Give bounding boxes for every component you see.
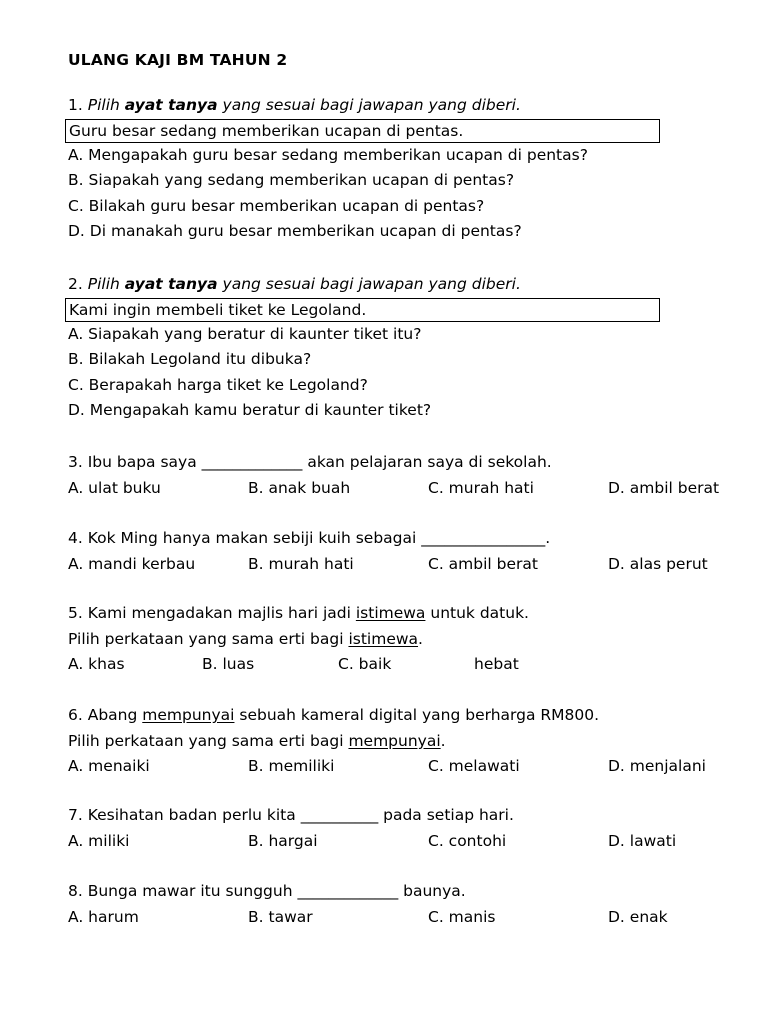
option-c: C. contohi bbox=[428, 831, 507, 850]
question-3 bbox=[68, 450, 748, 501]
option-c: C. murah hati bbox=[428, 478, 534, 497]
option-c: C. manis bbox=[428, 907, 496, 926]
keyword-ayat-tanya: ayat tanya bbox=[124, 275, 218, 293]
question-4 bbox=[68, 526, 748, 577]
options-row bbox=[68, 652, 748, 678]
option-b: B. luas bbox=[202, 655, 255, 673]
option-a: A. harum bbox=[68, 907, 139, 926]
option-a: A. mandi kerbau bbox=[68, 554, 196, 573]
answer-box: Guru besar sedang memberikan ucapan di pentas. bbox=[65, 119, 660, 143]
option-d: hebat bbox=[474, 655, 519, 673]
option-d: D. Mengapakah kamu beratur di kaunter tiket? bbox=[68, 401, 432, 419]
question-2-prompt: 2. Pilih ayat tanya yang sesuai bagi jawapan yang diberi. bbox=[68, 275, 521, 293]
question-1-prompt: 1. Pilih ayat tanya yang sesuai bagi jawapan yang diberi. bbox=[68, 96, 521, 114]
question-7-prompt: 7. Kesihatan badan perlu kita __________ pada setiap hari. bbox=[68, 806, 514, 824]
options-row bbox=[68, 476, 748, 502]
question-4-prompt: 4. Kok Ming hanya makan sebiji kuih sebagai ________________. bbox=[68, 529, 551, 547]
option-c: C. baik bbox=[338, 655, 392, 673]
question-6 bbox=[68, 703, 748, 780]
option-b: B. murah hati bbox=[248, 554, 354, 573]
option-d: D. enak bbox=[608, 907, 668, 926]
option-b: B. Bilakah Legoland itu dibuka? bbox=[68, 350, 312, 368]
question-7 bbox=[68, 803, 748, 854]
option-a: A. Siapakah yang beratur di kaunter tiket itu? bbox=[68, 324, 422, 343]
underlined-word: mempunyai bbox=[142, 706, 235, 724]
option-a: A. Mengapakah guru besar sedang memberikan ucapan di pentas? bbox=[68, 145, 588, 164]
question-3-prompt: 3. Ibu bapa saya _____________ akan pelajaran saya di sekolah. bbox=[68, 453, 552, 471]
answer-box: Kami ingin membeli tiket ke Legoland. bbox=[65, 298, 660, 322]
option-b: B. tawar bbox=[248, 907, 313, 926]
option-c: C. ambil berat bbox=[428, 554, 538, 573]
question-8 bbox=[68, 879, 748, 930]
option-b: B. Siapakah yang sedang memberikan ucapan di pentas? bbox=[68, 171, 515, 189]
keyword-ayat-tanya: ayat tanya bbox=[124, 96, 218, 114]
question-2 bbox=[68, 272, 748, 424]
options-row bbox=[68, 905, 748, 931]
underlined-word: mempunyai bbox=[348, 731, 441, 750]
option-d: D. alas perut bbox=[608, 554, 708, 573]
question-5-prompt: 5. Kami mengadakan majlis hari jadi istimewa untuk datuk. bbox=[68, 604, 529, 622]
options-row bbox=[68, 552, 748, 578]
option-b: B. anak buah bbox=[248, 478, 351, 497]
question-5-instruction: Pilih perkataan yang sama erti bagi istimewa. bbox=[68, 629, 423, 648]
question-6-instruction: Pilih perkataan yang sama erti bagi mempunyai. bbox=[68, 731, 446, 750]
options-row bbox=[68, 754, 748, 780]
question-8-prompt: 8. Bunga mawar itu sungguh _____________ baunya. bbox=[68, 882, 466, 900]
option-d: D. menjalani bbox=[608, 757, 706, 775]
question-1 bbox=[68, 93, 748, 245]
option-b: B. hargai bbox=[248, 831, 318, 850]
option-a: A. menaiki bbox=[68, 757, 150, 775]
option-a: A. khas bbox=[68, 655, 125, 673]
option-a: A. ulat buku bbox=[68, 478, 161, 497]
question-5 bbox=[68, 601, 748, 678]
underlined-word: istimewa bbox=[355, 604, 426, 622]
page-title: ULANG KAJI BM TAHUN 2 bbox=[68, 51, 288, 69]
option-c: C. Bilakah guru besar memberikan ucapan di pentas? bbox=[68, 196, 485, 215]
option-d: D. Di manakah guru besar memberikan ucapan di pentas? bbox=[68, 222, 522, 240]
option-d: D. lawati bbox=[608, 831, 677, 850]
option-c: C. Berapakah harga tiket ke Legoland? bbox=[68, 375, 368, 394]
underlined-word: istimewa bbox=[348, 629, 419, 648]
option-a: A. miliki bbox=[68, 831, 130, 850]
options-row bbox=[68, 829, 748, 855]
option-c: C. melawati bbox=[428, 757, 520, 775]
question-6-prompt: 6. Abang mempunyai sebuah kameral digital yang berharga RM800. bbox=[68, 706, 600, 724]
option-b: B. memiliki bbox=[248, 757, 335, 775]
option-d: D. ambil berat bbox=[608, 478, 720, 497]
